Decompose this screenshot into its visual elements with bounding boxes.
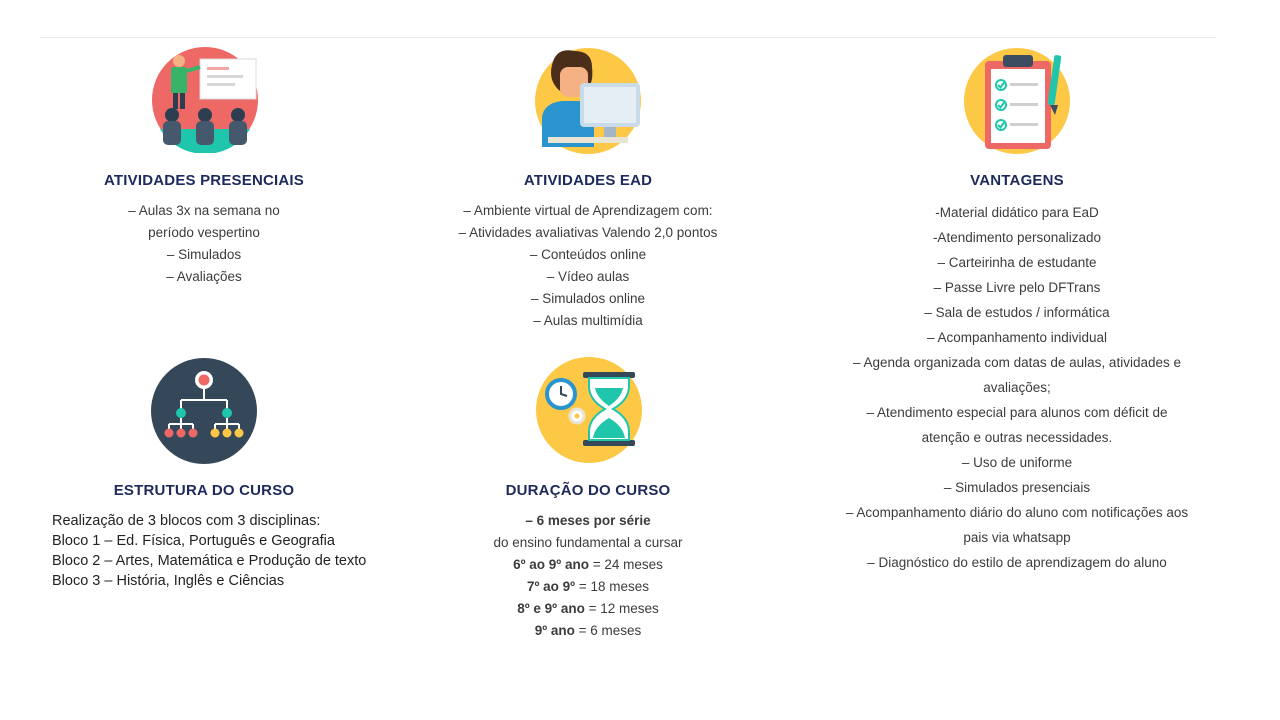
list-item: – Vídeo aulas xyxy=(546,269,630,284)
list-item: – Atendimento especial para alunos com déficit de xyxy=(866,405,1168,420)
list-item: Bloco 1 – Ed. Física, Português e Geografia xyxy=(52,533,335,549)
duracao-list xyxy=(448,510,728,642)
list-item: período vespertino xyxy=(148,225,260,240)
list-item: – Passe Livre pelo DFTrans xyxy=(933,280,1101,295)
duracao-row-value: = 6 meses xyxy=(574,623,642,638)
duracao-description: do ensino fundamental a cursar xyxy=(493,535,683,550)
list-item: – Conteúdos online xyxy=(529,247,647,262)
estrutura-list xyxy=(52,511,366,591)
duracao-row xyxy=(448,576,728,598)
list-item: Bloco 3 – História, Inglês e Ciências xyxy=(52,573,285,589)
list-item: – Agenda organizada com datas de aulas, atividades e xyxy=(853,355,1181,370)
list-item: – Diagnóstico do estilo de aprendizagem do aluno xyxy=(867,555,1167,570)
list-item: – Simulados online xyxy=(530,291,646,306)
ead-title: ATIVIDADES EAD xyxy=(523,172,653,189)
list-item: -Atendimento personalizado xyxy=(932,230,1102,245)
list-item: – Sala de estudos / informática xyxy=(924,305,1110,320)
duracao-row-label: 6º ao 9º ano xyxy=(513,557,589,572)
list-item: – Aulas 3x na semana no xyxy=(128,203,280,218)
ead-list xyxy=(428,200,748,332)
duracao-row-value: = 12 meses xyxy=(584,601,659,616)
duracao-row-value: = 18 meses xyxy=(575,579,650,594)
duracao-row xyxy=(448,598,728,620)
duracao-summary: – 6 meses por série xyxy=(525,513,651,528)
list-item: – Simulados presenciais xyxy=(943,480,1091,495)
duracao-row-label: 7º ao 9º xyxy=(526,579,576,594)
list-item: – Atividades avaliativas Valendo 2,0 pontos xyxy=(458,225,718,240)
teacher-presentation-icon xyxy=(152,47,258,153)
duracao-row xyxy=(448,620,728,642)
list-item: – Simulados xyxy=(166,247,242,262)
list-item: – Aulas multimídia xyxy=(533,313,643,328)
presenciais-list xyxy=(84,200,324,288)
list-item: – Ambiente virtual de Aprendizagem com: xyxy=(463,203,713,218)
hierarchy-structure-icon xyxy=(151,358,257,464)
list-item: – Uso de uniforme xyxy=(961,455,1073,470)
top-divider xyxy=(40,37,1216,38)
duracao-title: DURAÇÃO DO CURSO xyxy=(505,482,671,499)
list-item: pais via whatsapp xyxy=(963,530,1071,545)
list-item: – Acompanhamento individual xyxy=(926,330,1108,345)
duracao-row xyxy=(448,554,728,576)
list-item: avaliações; xyxy=(983,380,1051,395)
list-item: Bloco 2 – Artes, Matemática e Produção de texto xyxy=(52,553,367,569)
student-computer-icon xyxy=(534,47,642,155)
duracao-row-label: 8º e 9º ano xyxy=(517,601,585,616)
vantagens-list xyxy=(837,200,1197,575)
hourglass-clock-icon xyxy=(535,356,643,464)
list-item: atenção e outras necessidades. xyxy=(921,430,1113,445)
estrutura-title: ESTRUTURA DO CURSO xyxy=(113,482,295,499)
list-item: – Carteirinha de estudante xyxy=(937,255,1097,270)
duracao-row-label: 9º ano xyxy=(534,623,575,638)
list-item: -Material didático para EaD xyxy=(935,205,1099,220)
vantagens-title: VANTAGENS xyxy=(970,172,1064,189)
presenciais-title: ATIVIDADES PRESENCIAIS xyxy=(104,172,304,189)
list-item: Realização de 3 blocos com 3 disciplinas: xyxy=(52,513,321,529)
list-item: – Avaliações xyxy=(166,269,242,284)
duracao-row-value: = 24 meses xyxy=(588,557,663,572)
clipboard-checklist-icon xyxy=(963,47,1071,155)
list-item: – Acompanhamento diário do aluno com notificações aos xyxy=(845,505,1189,520)
